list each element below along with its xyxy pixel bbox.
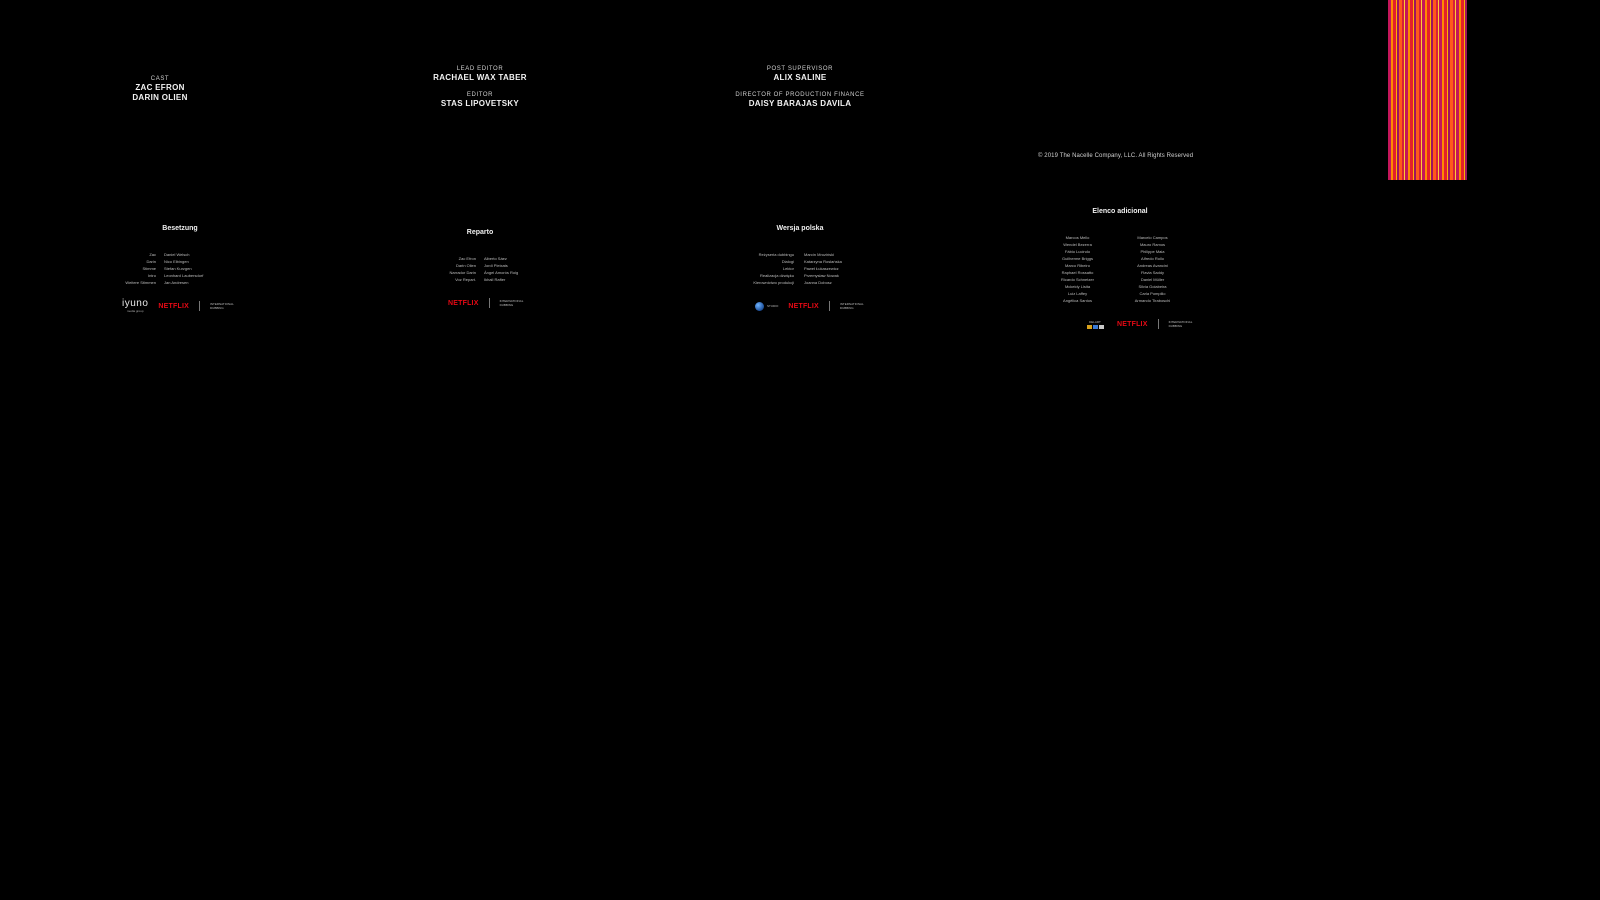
finance-director-role: DIRECTOR OF PRODUCTION FINANCE xyxy=(735,92,865,98)
editors-block xyxy=(420,65,540,109)
dub-role: Dialogi xyxy=(781,259,794,264)
badge-square-icon xyxy=(1087,325,1092,329)
table-row xyxy=(120,251,203,258)
spanish-dub-title: Reparto xyxy=(466,229,494,236)
german-dub-table xyxy=(120,251,203,286)
list-item: Wendel Bezerra xyxy=(1063,242,1092,247)
netflix-logo: NETFLIX xyxy=(158,302,189,310)
dub-role: Reżyseria dubbingu xyxy=(758,252,794,257)
elenco-card xyxy=(1060,208,1180,215)
dub-voice: Joanna Dobosz xyxy=(804,280,832,285)
international-dubbing-label: INTERNATIONAL DUBBING xyxy=(1168,320,1193,328)
spanish-dub-card xyxy=(420,229,540,236)
list-item: Carla Pompilio xyxy=(1139,291,1166,296)
table-row xyxy=(740,279,842,286)
logo-divider xyxy=(199,301,200,311)
delart-name: DELART xyxy=(1089,319,1101,324)
list-item: Alfredo Rollo xyxy=(1141,256,1164,261)
elenco-title: Elenco adicional xyxy=(1092,208,1148,215)
dub-role: Zac Efron xyxy=(458,256,476,261)
list-item: Mauro Ramos xyxy=(1139,242,1166,247)
table-row xyxy=(430,276,518,283)
lead-editor-role: LEAD EDITOR xyxy=(456,66,504,72)
elenco-columns xyxy=(1055,234,1175,304)
netflix-logo: NETFLIX xyxy=(448,299,479,307)
cast-role-label: CAST xyxy=(150,76,170,82)
table-row xyxy=(120,265,203,272)
cast-name-1: ZAC EFRON xyxy=(135,83,185,92)
lead-editor-name: RACHAEL WAX TABER xyxy=(433,73,527,82)
table-row xyxy=(740,265,842,272)
international-dubbing-label: INTERNATIONAL DUBBING xyxy=(839,302,864,310)
dub-role: Narrador Darin xyxy=(449,270,476,275)
dub-role: Voz Repart. xyxy=(455,277,476,282)
table-row xyxy=(120,279,203,286)
globe-icon xyxy=(755,302,764,311)
post-supervisor-name: ALIX SALINE xyxy=(773,73,827,82)
post-block xyxy=(720,65,880,109)
spanish-logos xyxy=(448,298,532,308)
dub-voice: Marcin Mroziński xyxy=(804,252,835,257)
dub-role: Intro xyxy=(147,273,156,278)
list-item: Silvia Goiabeira xyxy=(1138,284,1167,289)
elenco-logos xyxy=(1083,319,1199,329)
table-row xyxy=(430,262,518,269)
polish-studio-name: STUDIO xyxy=(767,304,779,308)
dub-role: Realizacja dźwięku xyxy=(759,273,794,278)
finance-director-name: DAISY BARAJAS DAVILA xyxy=(748,99,852,108)
spanish-dub-table xyxy=(430,255,518,283)
list-item: Marcos Mello xyxy=(1065,235,1090,240)
logo-divider xyxy=(829,301,830,311)
dub-voice: Leonhard Laubersdorf xyxy=(164,273,204,278)
list-item: Philippe Maia xyxy=(1140,249,1165,254)
table-row xyxy=(740,251,842,258)
cast-name-2: DARIN OLIEN xyxy=(132,93,188,102)
logo-divider xyxy=(489,298,490,308)
dub-role: Weitere Stimmen xyxy=(125,280,156,285)
list-item: Ricardo Schnetzer xyxy=(1061,277,1094,282)
list-item: Daniel Müller xyxy=(1140,277,1165,282)
dub-role: Darin Olien xyxy=(455,263,476,268)
german-logos xyxy=(122,299,240,313)
dub-voice: Katarzyna Rosłańska xyxy=(804,259,842,264)
badge-square-icon xyxy=(1093,325,1098,329)
dub-voice: Paweł Łukaszewicz xyxy=(804,266,839,271)
table-row xyxy=(430,269,518,276)
delart-badge-icons xyxy=(1083,325,1107,329)
table-row xyxy=(120,272,203,279)
iyuno-subtitle: media group xyxy=(126,309,144,313)
polish-dub-table xyxy=(740,251,842,286)
dub-voice: Jordi Pleixats xyxy=(484,263,508,268)
table-row xyxy=(740,272,842,279)
dub-voice: Alberto Sáez xyxy=(484,256,507,261)
dub-role: Lektor xyxy=(782,266,794,271)
dub-voice: Przemysław Nowak xyxy=(804,273,839,278)
dub-voice: Daniel Welsch xyxy=(164,252,190,257)
polish-logos xyxy=(755,301,870,311)
list-item: Fábio Lucindo xyxy=(1064,249,1091,254)
dub-voice: Nico Elbingen xyxy=(164,259,189,264)
list-item: Flavia Saddy xyxy=(1140,270,1165,275)
dub-role: Darin xyxy=(146,259,156,264)
list-item: Raphael Rossatto xyxy=(1061,270,1094,275)
table-row xyxy=(430,255,518,262)
delart-logo xyxy=(1083,320,1107,329)
cast-block xyxy=(120,75,200,103)
dub-voice: Ikhail Rafter xyxy=(484,277,506,282)
dub-voice: Ángel Amorós Roig xyxy=(484,270,519,275)
editor-name: STAS LIPOVETSKY xyxy=(440,99,520,108)
german-dub-title: Besetzung xyxy=(162,225,198,232)
elenco-left-column xyxy=(1055,234,1100,304)
international-dubbing-label: INTERNATIONAL DUBBING xyxy=(209,302,234,310)
table-row xyxy=(120,258,203,265)
list-item: Andreas Avancini xyxy=(1137,263,1168,268)
list-item: Luiz Laffey xyxy=(1067,291,1088,296)
iyuno-logo xyxy=(122,299,148,313)
german-dub-card xyxy=(110,225,250,232)
badge-square-icon xyxy=(1099,325,1104,329)
polish-dub-title: Wersja polska xyxy=(776,225,824,232)
table-row xyxy=(740,258,842,265)
iyuno-wordmark: iyuno xyxy=(122,298,149,309)
copyright-notice: © 2019 The Nacelle Company, LLC. All Rights Reserved xyxy=(1038,153,1194,159)
list-item: Marcelo Campos xyxy=(1137,235,1168,240)
dub-voice: Stefan Kurzgen xyxy=(164,266,192,271)
logo-divider xyxy=(1158,319,1159,329)
list-item: Mckeidy Lisita xyxy=(1064,284,1091,289)
dub-role: Kierownictwo produkcji xyxy=(753,280,794,285)
list-item: Armando Tiraboschi xyxy=(1134,298,1171,303)
elenco-right-column xyxy=(1130,234,1175,304)
dub-role: Stimme xyxy=(142,266,156,271)
list-item: Angélica Santos xyxy=(1063,298,1092,303)
international-dubbing-label: INTERNATIONAL DUBBING xyxy=(499,299,524,307)
netflix-logo: NETFLIX xyxy=(788,302,819,310)
dub-role: Zac xyxy=(149,252,156,257)
editor-role: EDITOR xyxy=(466,92,494,98)
dub-voice: Jan Andresen xyxy=(164,280,189,285)
post-supervisor-role: POST SUPERVISOR xyxy=(766,66,834,72)
list-item: Marco Ribeiro xyxy=(1065,263,1090,268)
color-stripes xyxy=(1388,0,1467,180)
netflix-logo: NETFLIX xyxy=(1117,320,1148,328)
polish-dub-card xyxy=(740,225,860,232)
list-item: Guilherme Briggs xyxy=(1062,256,1093,261)
polish-studio-logo xyxy=(755,302,778,311)
